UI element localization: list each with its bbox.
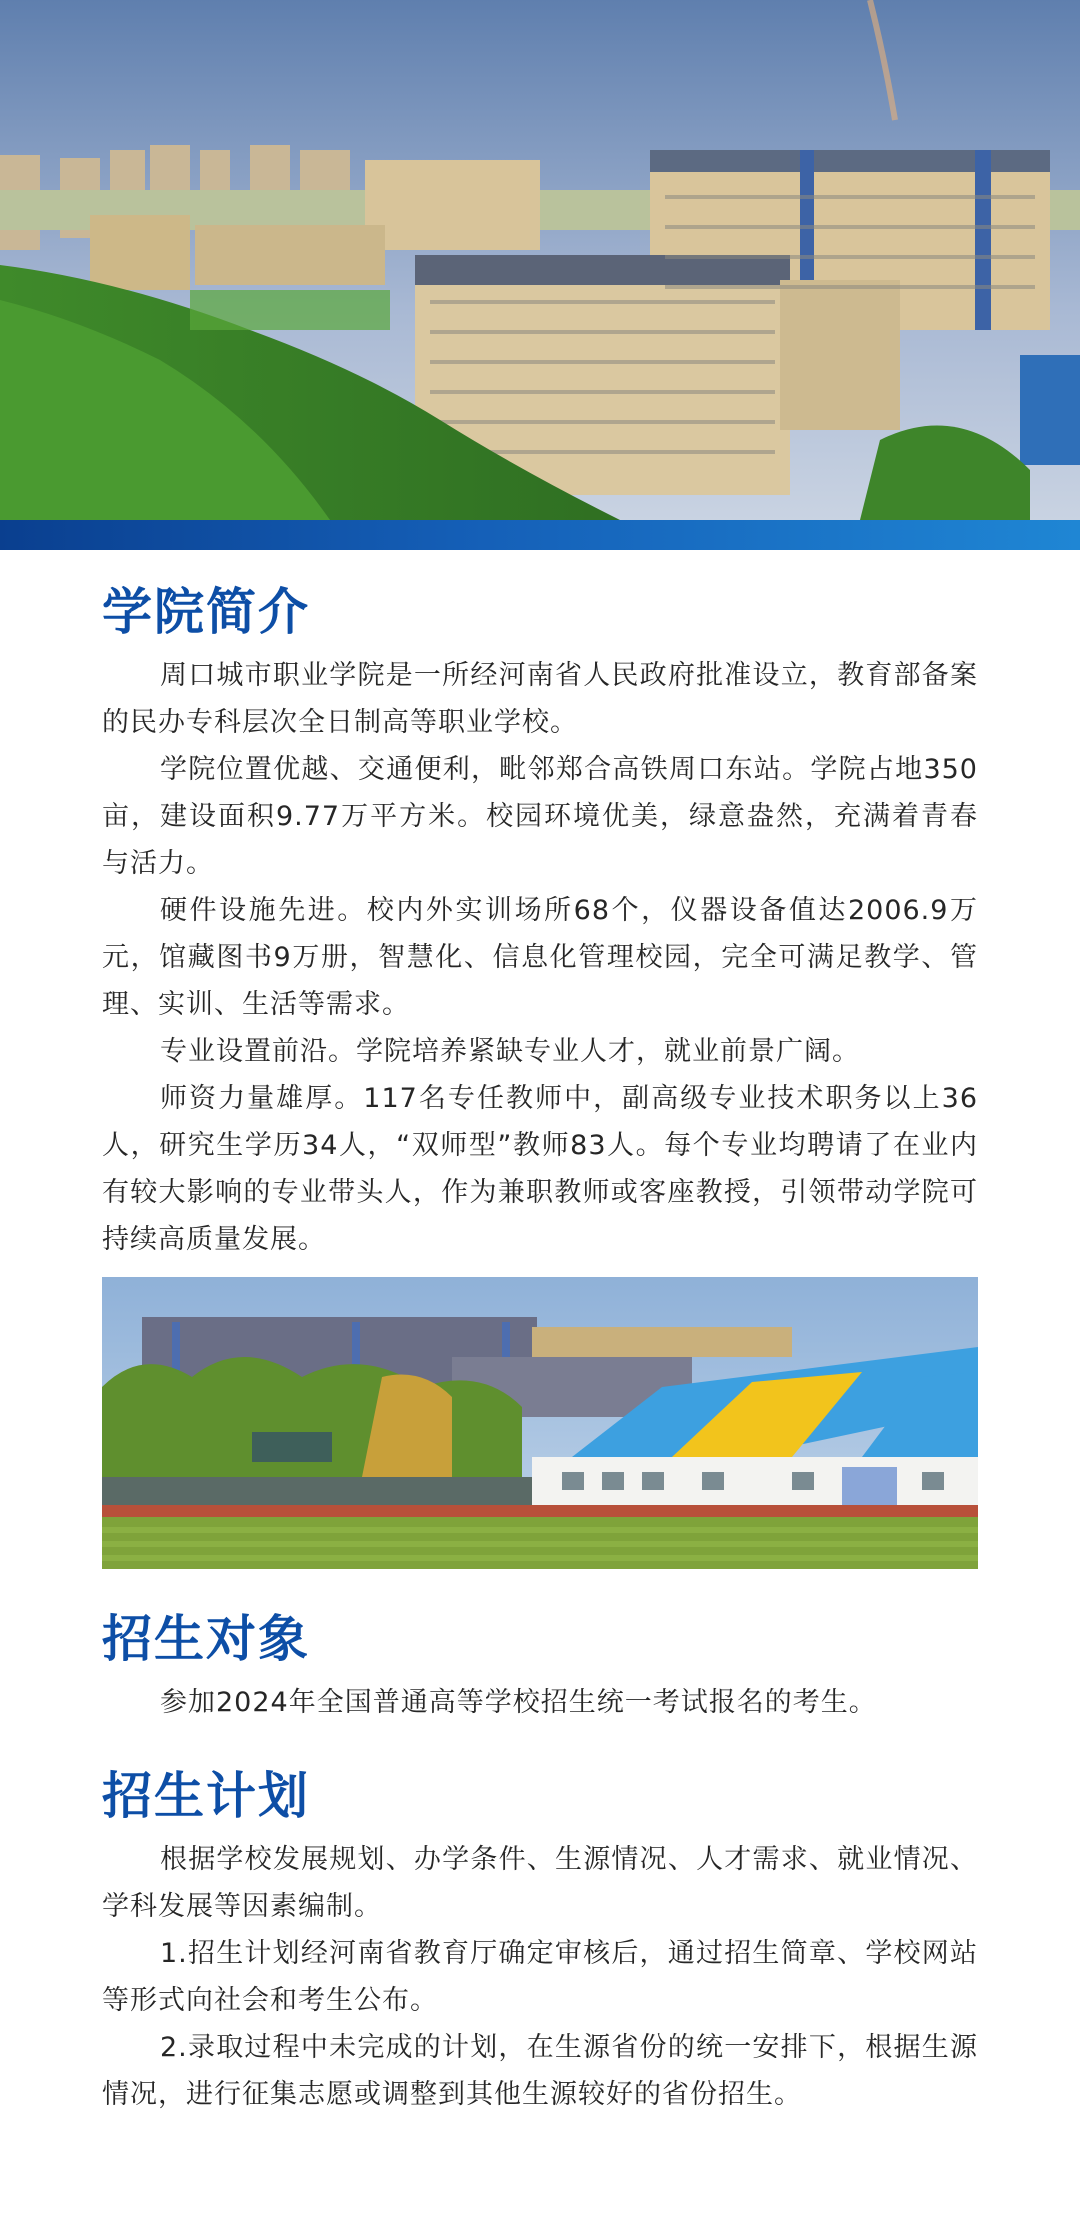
content — [102, 580, 978, 2118]
intro-paragraph-2: 学院位置优越、交通便利，毗邻郑合高铁周口东站。学院占地350亩，建设面积9.77万平方米。校园环境优美，绿意盎然，充满着青春与活力。 — [102, 754, 978, 879]
section-title-plan: 招生计划 — [102, 1767, 310, 1825]
plan-paragraph-3: 2.录取过程中未完成的计划，在生源省份的统一安排下，根据生源情况，进行征集志愿或调整到其他生源较好的省份招生。 — [102, 2032, 978, 2110]
intro-paragraph-1: 周口城市职业学院是一所经河南省人民政府批准设立，教育部备案的民办专科层次全日制高等职业学校。 — [102, 660, 978, 738]
hero-campus-image — [0, 0, 1080, 520]
intro-paragraph-3: 硬件设施先进。校内外实训场所68个，仪器设备值达2006.9万元，馆藏图书9万册，智慧化、信息化管理校园，完全可满足教学、管理、实训、生活等需求。 — [102, 895, 978, 1020]
hero-blue-band — [0, 520, 1080, 550]
intro-paragraph-4: 专业设置前沿。学院培养紧缺专业人才，就业前景广阔。 — [160, 1036, 860, 1067]
plan-paragraph-2: 1.招生计划经河南省教育厅确定审核后，通过招生简章、学校网站等形式向社会和考生公布。 — [102, 1938, 978, 2016]
plan-paragraph-1: 根据学校发展规划、办学条件、生源情况、人才需求、就业情况、学科发展等因素编制。 — [102, 1844, 978, 1922]
section-title-intro: 学院简介 — [102, 583, 310, 641]
target-paragraph-1: 参加2024年全国普通高等学校招生统一考试报名的考生。 — [160, 1687, 877, 1718]
stadium-photo — [102, 1277, 978, 1569]
intro-paragraph-5: 师资力量雄厚。117名专任教师中，副高级专业技术职务以上36人，研究生学历34人，“双师型”教师83人。每个专业均聘请了在业内有较大影响的专业带头人，作为兼职教师或客座教授，引领带动学院可持续高质量发展。 — [102, 1083, 978, 1255]
section-title-target: 招生对象 — [102, 1610, 310, 1668]
